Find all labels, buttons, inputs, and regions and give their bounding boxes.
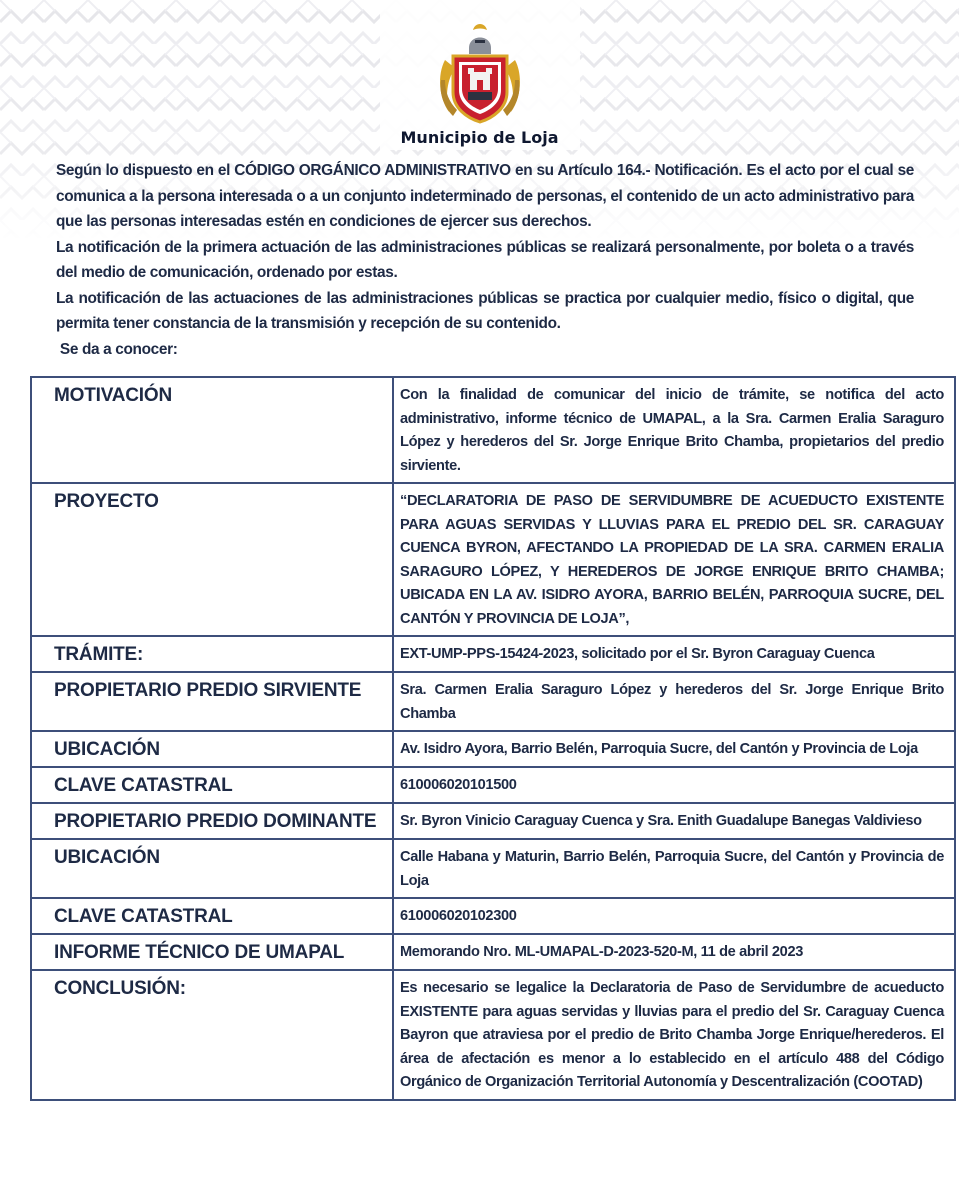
row-label: CONCLUSIÓN: xyxy=(31,970,393,1100)
intro-paragraph: La notificación de las actuaciones de las administraciones públicas se practica por cualquier medio, físico o digital, que permita tener constancia de la transmisión y recepción de su contenido. xyxy=(56,289,914,332)
row-value: 610006020102300 xyxy=(393,898,955,934)
row-value: EXT-UMP-PPS-15424-2023, solicitado por el Sr. Byron Caraguay Cuenca xyxy=(393,636,955,672)
table-row-propietario-sirviente xyxy=(31,672,955,731)
table-row-ubicacion xyxy=(31,731,955,767)
row-label: PROPIETARIO PREDIO DOMINANTE xyxy=(31,803,393,839)
row-label: CLAVE CATASTRAL xyxy=(31,898,393,934)
row-label: UBICACIÓN xyxy=(31,731,393,767)
table-row-motivacion xyxy=(31,377,955,483)
row-label: UBICACIÓN xyxy=(31,839,393,898)
row-label: TRÁMITE: xyxy=(31,636,393,672)
row-label: PROPIETARIO PREDIO SIRVIENTE xyxy=(31,672,393,731)
row-value: Av. Isidro Ayora, Barrio Belén, Parroquia Sucre, del Cantón y Provincia de Loja xyxy=(393,731,955,767)
legal-intro xyxy=(56,158,914,362)
row-value: Sr. Byron Vinicio Caraguay Cuenca y Sra. Enith Guadalupe Banegas Valdivieso xyxy=(393,803,955,839)
row-label: CLAVE CATASTRAL xyxy=(31,767,393,803)
intro-paragraph: Según lo dispuesto en el CÓDIGO ORGÁNICO ADMINISTRATIVO en su Artículo 164.- Notificación. Es el acto por el cual se comunica a la persona interesada o a un conjunto indeterminado de personas, el contenido de un acto administrativo para que las personas interesadas estén en condiciones de ejercer sus derechos. xyxy=(56,162,914,230)
table-row-ubicacion xyxy=(31,839,955,898)
table-row-clave-catastral xyxy=(31,767,955,803)
table-row-conclusion xyxy=(31,970,955,1100)
table-row-clave-catastral xyxy=(31,898,955,934)
notification-table xyxy=(30,376,956,1101)
row-value: Calle Habana y Maturin, Barrio Belén, Parroquia Sucre, del Cantón y Provincia de Loja xyxy=(393,839,955,898)
intro-paragraph: Se da a conocer: xyxy=(56,340,178,358)
table-row-tramite xyxy=(31,636,955,672)
loja-coat-of-arms-icon xyxy=(435,20,525,128)
row-label: INFORME TÉCNICO DE UMAPAL xyxy=(31,934,393,970)
header xyxy=(0,20,959,147)
table-row-informe-tecnico xyxy=(31,934,955,970)
row-label: MOTIVACIÓN xyxy=(31,377,393,483)
row-value: Sra. Carmen Eralia Saraguro López y herederos del Sr. Jorge Enrique Brito Chamba xyxy=(393,672,955,731)
row-value: Memorando Nro. ML-UMAPAL-D-2023-520-M, 11 de abril 2023 xyxy=(393,934,955,970)
row-value: Es necesario se legalice la Declaratoria de Paso de Servidumbre de acueducto EXISTENTE para aguas servidas y lluvias para el predio del Sr. Caraguay Cuenca Bayron que atraviesa por el predio de Brito Chamba Jorge Enrique/herederos. El área de afectación es menor a lo establecido en el artículo 488 del Código Orgánico de Organización Territorial Autonomía y Descentralización (COOTAD) xyxy=(393,970,955,1100)
intro-paragraph: La notificación de la primera actuación de las administraciones públicas se realizará personalmente, por boleta o a través del medio de comunicación, ordenado por estas. xyxy=(56,238,914,281)
table-row-proyecto xyxy=(31,483,955,636)
row-label: PROYECTO xyxy=(31,483,393,636)
row-value: “DECLARATORIA DE PASO DE SERVIDUMBRE DE ACUEDUCTO EXISTENTE PARA AGUAS SERVIDAS Y LLUVIAS PARA EL PREDIO DEL SR. CARAGUAY CUENCA BYRON, AFECTANDO LA PROPIEDAD DE LA SRA. CARMEN ERALIA SARAGURO LÓPEZ, Y HEREDEROS DE JORGE ENRIQUE BRITO CHAMBA; UBICADA EN LA AV. ISIDRO AYORA, BARRIO BELÉN, PARROQUIA SUCRE, DEL CANTÓN Y PROVINCIA DE LOJA”, xyxy=(393,483,955,636)
row-value: Con la finalidad de comunicar del inicio de trámite, se notifica del acto administrativo, informe técnico de UMAPAL, a la Sra. Carmen Eralia Saraguro López y herederos del Sr. Jorge Enrique Brito Chamba, propietarios del predio sirviente. xyxy=(393,377,955,483)
municipality-name: Municipio de Loja xyxy=(400,128,559,147)
table-row-propietario-dominante xyxy=(31,803,955,839)
row-value: 610006020101500 xyxy=(393,767,955,803)
